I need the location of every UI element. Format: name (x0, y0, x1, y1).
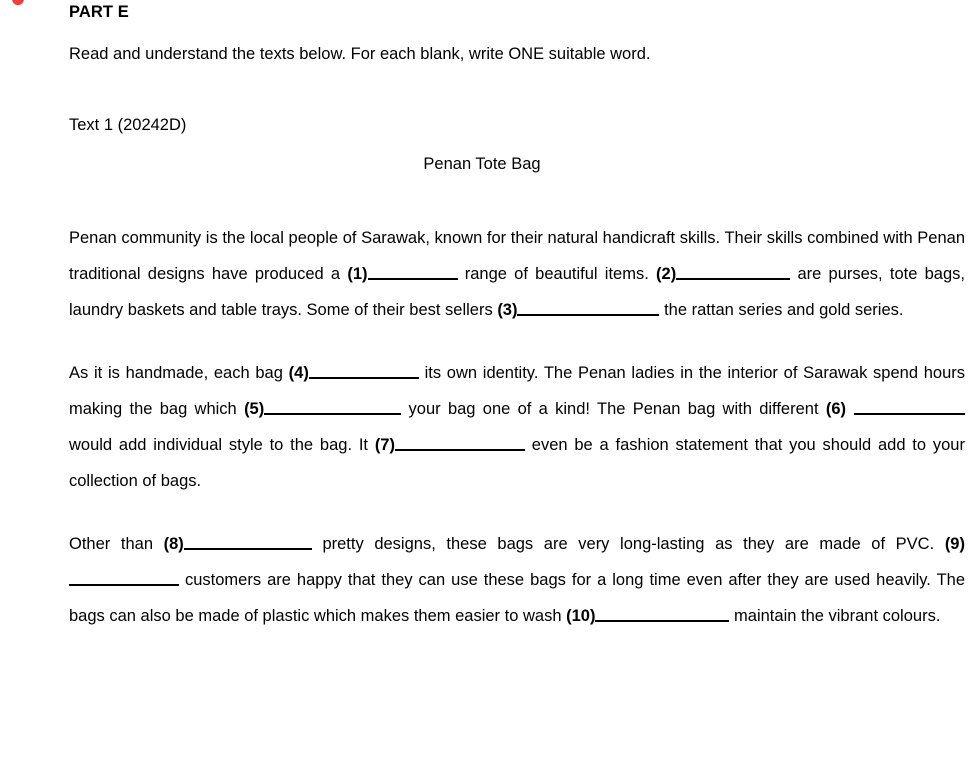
blank-number-3: (3) (497, 301, 518, 319)
blank-field-5[interactable] (264, 399, 401, 415)
blank-field-6[interactable] (854, 399, 965, 415)
blank-field-9[interactable] (69, 570, 179, 586)
text-label: Text 1 (20242D) (69, 116, 187, 134)
paragraph-3-segment-c: customers are happy that they can use these bags for a long time even after they are used heavily. The bags can also be made of plastic which makes them easier to wash (69, 571, 966, 625)
paragraph-3 (69, 526, 965, 634)
paragraph-1-segment-c: are purses, tote bags, laundry baskets and table trays. Some of their best sellers (69, 265, 965, 319)
paragraph-2 (69, 355, 965, 499)
part-heading: PART E (69, 3, 129, 21)
red-dot-marker (12, 0, 24, 5)
blank-number-8: (8) (163, 535, 184, 553)
blank-number-9: (9) (944, 535, 965, 553)
paragraph-3-segment-d: maintain the vibrant colours. (734, 607, 941, 625)
paragraph-2-segment-d: would add individual style to the bag. It (69, 436, 368, 454)
blank-field-10[interactable] (595, 606, 729, 622)
blank-field-8[interactable] (184, 534, 312, 550)
blank-number-1: (1) (347, 265, 368, 283)
paragraph-2-segment-a: As it is handmade, each bag (69, 364, 283, 382)
blank-field-4[interactable] (309, 363, 419, 379)
instruction-text: Read and understand the texts below. For each blank, write ONE suitable word. (69, 44, 651, 63)
blank-field-1[interactable] (368, 264, 458, 280)
paragraph-2-segment-e: even be a fashion statement that you should add to your collection of bags. (69, 436, 965, 490)
paragraph-2-segment-c: your bag one of a kind! The Penan bag with different (408, 400, 819, 418)
paragraph-3-segment-a: Other than (69, 535, 154, 553)
paragraph-2-segment-b: its own identity. The Penan ladies in the interior of Sarawak spend hours making the bag which (69, 364, 966, 418)
page-title: Penan Tote Bag (423, 154, 541, 173)
paragraph-1-segment-b: range of beautiful items. (464, 265, 649, 283)
blank-number-4: (4) (288, 364, 309, 382)
paragraph-1-segment-d: the rattan series and gold series. (664, 301, 904, 319)
blank-field-2[interactable] (676, 264, 790, 280)
blank-number-2: (2) (656, 265, 677, 283)
document-page (69, 0, 965, 634)
blank-number-7: (7) (374, 436, 395, 454)
paragraph-3-segment-b: pretty designs, these bags are very long-lasting as they are made of PVC. (322, 535, 935, 553)
paragraph-1-segment-a: Penan community is the local people of Sarawak, known for their natural handicraft skills. Their skills combined with Penan traditional designs have produced a (69, 229, 965, 283)
blank-number-10: (10) (566, 607, 596, 625)
blank-field-3[interactable] (517, 300, 659, 316)
blank-number-6: (6) (825, 400, 847, 418)
blank-field-7[interactable] (395, 435, 525, 451)
blank-number-5: (5) (244, 400, 265, 418)
paragraph-1 (69, 220, 965, 328)
